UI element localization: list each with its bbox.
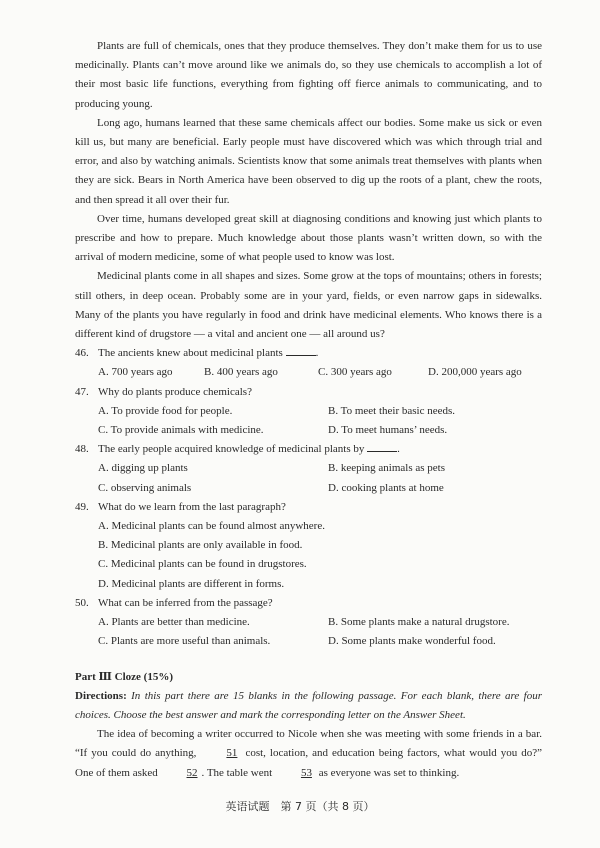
question-stem: The early people acquired knowledge of medicinal plants by .: [98, 443, 400, 456]
answer-blank: [286, 345, 316, 356]
option-a: A. Plants are better than medicine.: [98, 616, 250, 629]
options: [98, 363, 542, 382]
options-row-1: [98, 459, 542, 478]
question-stem: What do we learn from the last paragraph?: [98, 500, 286, 513]
option-b: B. To meet their basic needs.: [328, 404, 456, 417]
option-a: A. 700 years ago: [98, 366, 173, 379]
option-c: C. 300 years ago: [318, 366, 392, 379]
options-row-2: [98, 632, 542, 651]
passage-paragraph-3: Over time, humans developed great skill at diagnosing conditions and knowing just which plants to prescribe and how to prepare. Much knowledge about those plants wasn’t written down, so with the arrival of modern medicine, some of what people used to know was lost.: [75, 212, 542, 264]
options-row-2: [98, 421, 542, 440]
question-47: [75, 383, 542, 441]
question-number: 47.: [75, 385, 89, 398]
page-footer: 英语试题 第 7 页（共 8 页）: [225, 800, 375, 813]
cloze-blank-51: 51: [226, 747, 238, 760]
question-50: [75, 594, 542, 652]
exam-page: [75, 37, 542, 783]
directions-text: In this part there are 15 blanks in the following passage. For each blank, there are four choices. Choose the best answer and mark the corresponding letter on the Answer Sheet.: [75, 689, 542, 721]
question-49: [75, 498, 542, 594]
option-c: C. Medicinal plants can be found in drugstores.: [98, 558, 307, 571]
option-d: D. Some plants make wonderful food.: [328, 635, 496, 648]
option-d: D. To meet humans’ needs.: [328, 424, 448, 437]
passage-paragraph-1: Plants are full of chemicals, ones that they produce themselves. They don’t make them for us to use medicinally. Plants can’t move around like we animals do, so they use chemicals to accomplish a lot of their most basic life functions, everything from fighting off fierce animals to communicating, and to producing young.: [75, 40, 542, 110]
passage-paragraph-2: Long ago, humans learned that these same chemicals affect our bodies. Some make us sick or even kill us, but many are beneficial. Early people must have discovered which was which through trial and error, and also by watching animals. Scientists know that some animals treat themselves with plants when they are sick. Bears in North America have been observed to dig up the roots of a plant, chew the roots, and then spread it all over their fur.: [75, 116, 542, 206]
question-number: 46.: [75, 347, 89, 360]
directions-label: Directions:: [75, 689, 127, 702]
option-c: C. observing animals: [98, 481, 192, 494]
question-46: [75, 344, 542, 382]
option-c: C. To provide animals with medicine.: [98, 424, 264, 437]
cloze-paragraph: The idea of becoming a writer occurred to Nicole when she was meeting with some friends in a bar. “If you could do anything, 51 cost, location, and education being factors, what would you do?” One of them asked 52 . The table went 53 as everyone was set to thinking.: [75, 725, 542, 783]
question-number: 49.: [75, 500, 89, 513]
passage-paragraph-4: Medicinal plants come in all shapes and sizes. Some grow at the tops of mountains; others in forests; still others, in deep ocean. Probably some are in your yard, fields, or even narrow gaps in sidewalks. Many of the plants you have regularly in food and drink have medicinal elements. Who knows there is a different kind of drugstore — a vital and ancient one — all around us?: [75, 270, 542, 341]
options-row-1: [98, 613, 542, 632]
part-3-title: Part Ⅲ Cloze (15%): [75, 670, 174, 683]
option-b: B. Medicinal plants are only available in food.: [98, 539, 303, 552]
option-d: D. cooking plants at home: [328, 481, 444, 494]
option-b: B. keeping animals as pets: [328, 462, 446, 475]
option-b: B. Some plants make a natural drugstore.: [328, 616, 510, 629]
option-a: A. digging up plants: [98, 462, 188, 475]
option-d: D. 200,000 years ago: [428, 366, 522, 379]
option-a: A. To provide food for people.: [98, 404, 233, 417]
part-3-directions: [75, 687, 542, 725]
answer-blank: [367, 441, 397, 452]
cloze-blank-52: 52: [186, 766, 198, 779]
cloze-blank-53: 53: [300, 766, 312, 779]
question-number: 50.: [75, 596, 89, 609]
question-stem: What can be inferred from the passage?: [98, 596, 273, 609]
option-b: B. 400 years ago: [204, 366, 278, 379]
question-stem: Why do plants produce chemicals?: [98, 385, 252, 398]
options-row-1: [98, 402, 542, 421]
question-number: 48.: [75, 443, 89, 456]
question-stem: The ancients knew about medicinal plants .: [98, 347, 319, 360]
option-d: D. Medicinal plants are different in forms.: [98, 577, 285, 590]
option-c: C. Plants are more useful than animals.: [98, 635, 271, 648]
options-row-2: [98, 479, 542, 498]
option-a: A. Medicinal plants can be found almost anywhere.: [98, 520, 325, 533]
question-48: [75, 440, 542, 498]
